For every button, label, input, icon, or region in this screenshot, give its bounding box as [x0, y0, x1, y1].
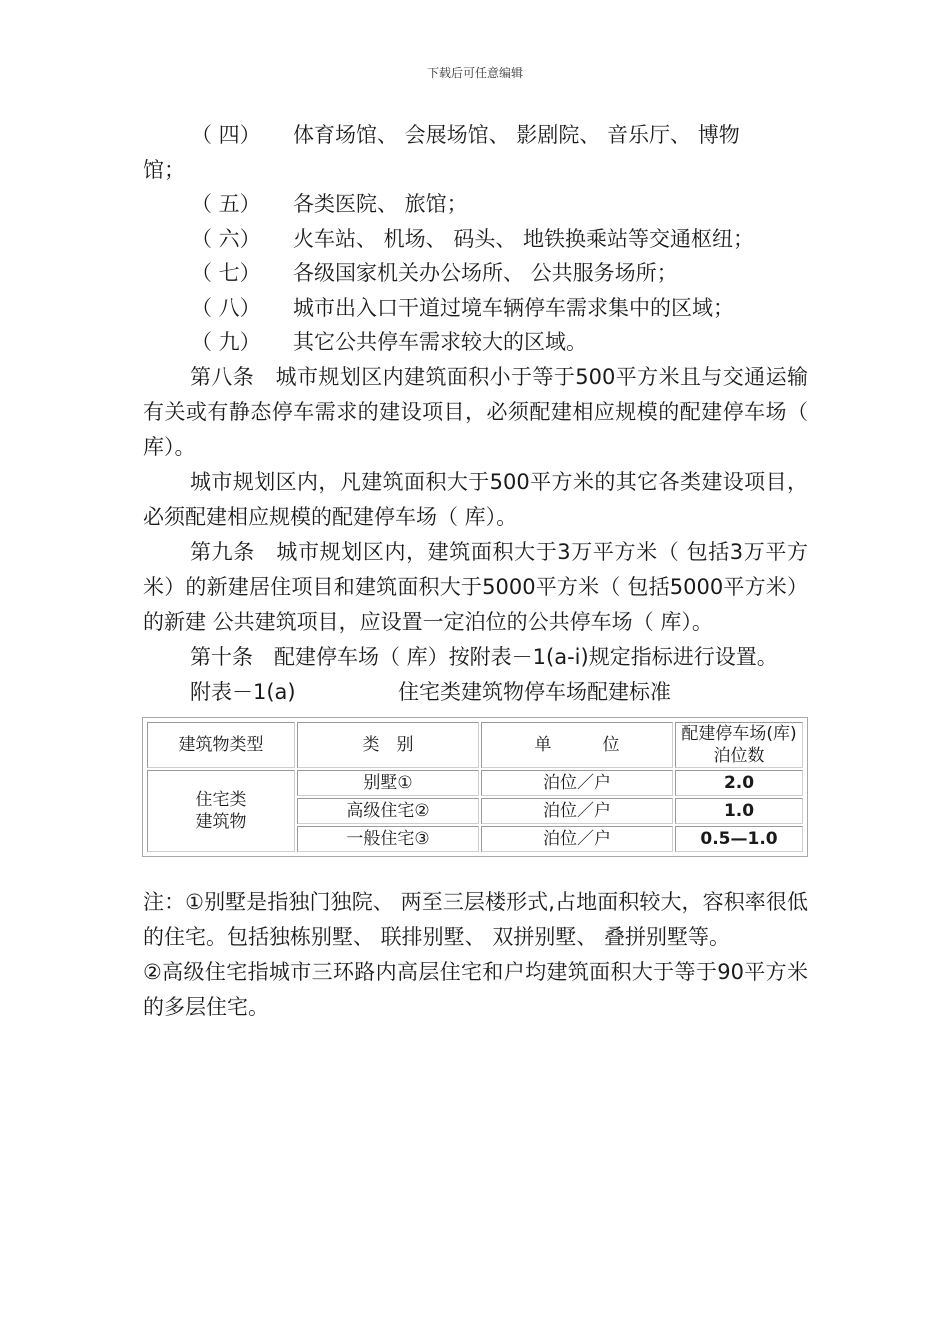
item-label: （ 九） — [191, 330, 261, 354]
item-continuation: 馆； — [143, 157, 185, 182]
item-label: （ 七） — [191, 261, 261, 285]
item-label: （ 六） — [191, 226, 261, 251]
list-item — [143, 187, 808, 222]
category-cell: 别墅① — [297, 770, 479, 796]
note-villa: 注：①别墅是指独门独院、 两至三层楼形式,占地面积较大，容积率很低的住宅。包括独栋别墅、 联排别墅、 双拼别墅、 叠拼别墅等。 — [143, 889, 808, 949]
header-category: 类 别 — [297, 722, 479, 768]
group-cell: 住宅类 建筑物 — [147, 770, 295, 852]
item-label: （ 四） — [191, 123, 261, 147]
unit-cell: 泊位／户 — [481, 770, 673, 796]
table-header-row — [147, 722, 803, 768]
category-cell: 高级住宅② — [297, 798, 479, 824]
table-code: 附表－1(a) — [190, 679, 296, 704]
list-item — [143, 291, 808, 326]
header-ratio: 配建停车场(库) 泊位数 — [675, 722, 803, 768]
category-cell: 一般住宅③ — [297, 826, 479, 852]
item-text: 各类医院、 旅馆； — [293, 192, 468, 216]
item-label: （ 五） — [191, 192, 261, 216]
item-list — [143, 118, 808, 360]
table-row — [147, 770, 803, 796]
item-text: 城市出入口干道过境车辆停车需求集中的区域； — [293, 295, 734, 320]
list-item — [143, 222, 808, 257]
document-body — [143, 118, 808, 1025]
value-cell: 1.0 — [675, 798, 803, 824]
header-unit: 单 位 — [481, 722, 673, 768]
item-text: 各级国家机关办公场所、 公共服务场所； — [293, 261, 678, 285]
item-text: 其它公共停车需求较大的区域。 — [293, 330, 587, 354]
list-item — [143, 256, 808, 291]
item-text: 火车站、 机场、 码头、 地铁换乘站等交通枢纽； — [293, 226, 755, 251]
note-luxury-housing: ②高级住宅指城市三环路内高层住宅和户均建筑面积大于等于90平方米的多层住宅。 — [143, 959, 808, 1019]
unit-cell: 泊位／户 — [481, 826, 673, 852]
notes — [143, 885, 808, 1025]
article-9-paragraph: 第九条 城市规划区内，建筑面积大于3万平方米（ 包括3万平方米）的新建居住项目和建筑面积大于5000平方米（ 包括5000平方米）的新建 公共建筑项目，应设置一定泊位的公共停车场（ 库）。 — [143, 539, 808, 634]
table-title: 住宅类建筑物停车场配建标准 — [398, 679, 671, 704]
article-8-paragraph: 第八条 城市规划区内建筑面积小于等于500平方米且与交通运输有关或有静态停车需求的建设项目，必须配建相应规模的配建停车场（ 库）。 — [143, 364, 808, 459]
list-item — [143, 325, 808, 360]
item-label: （ 八） — [191, 295, 261, 320]
article-8-paragraph-2: 城市规划区内，凡建筑面积大于500平方米的其它各类建设项目，必须配建相应规模的配建停车场（ 库）。 — [143, 469, 808, 529]
value-cell: 2.0 — [675, 770, 803, 796]
header-building-type: 建筑物类型 — [147, 722, 295, 768]
item-text: 体育场馆、 会展场馆、 影剧院、 音乐厅、 博物 — [293, 123, 740, 147]
parking-standard-table — [142, 717, 808, 857]
list-item — [143, 118, 808, 153]
article-10-paragraph: 第十条 配建停车场（ 库）按附表－1(a-i)规定指标进行设置。 — [190, 644, 778, 669]
value-cell: 0.5—1.0 — [675, 826, 803, 852]
unit-cell: 泊位／户 — [481, 798, 673, 824]
table-caption — [143, 675, 808, 713]
page-header: 下载后可任意编辑 — [426, 66, 523, 80]
